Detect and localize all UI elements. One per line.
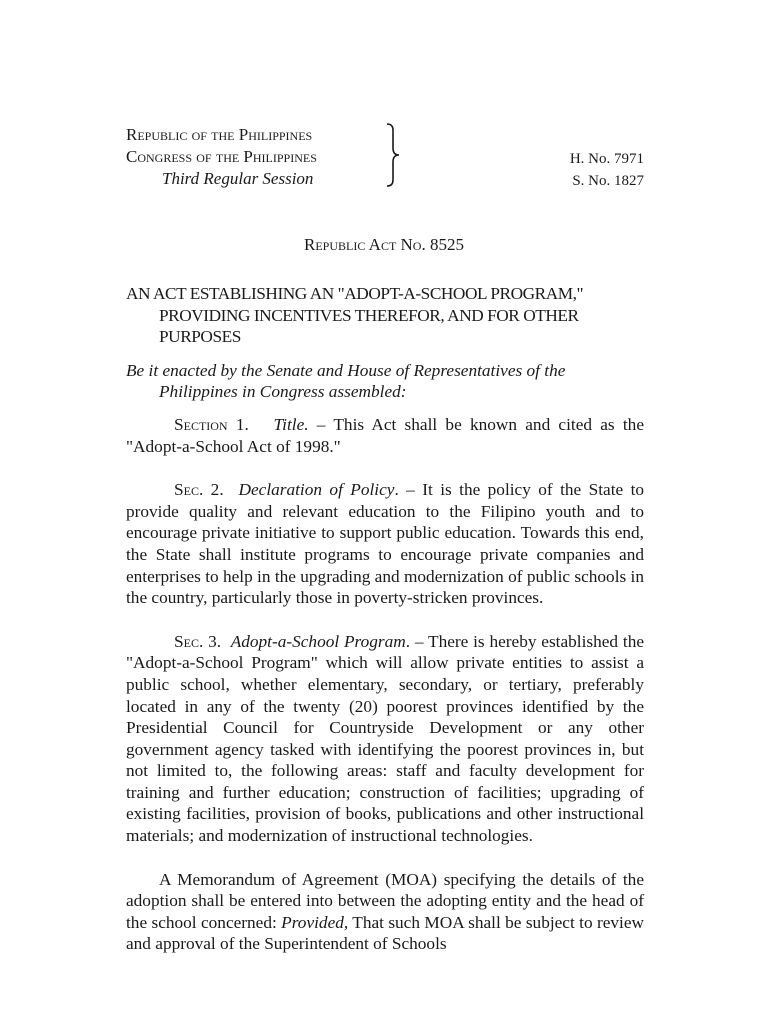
house-bill-number: H. No. 7971 <box>569 151 644 167</box>
curly-brace-icon <box>384 122 404 188</box>
section-1 <box>126 414 644 457</box>
section-2 <box>126 479 644 609</box>
moa-proviso: Provided, <box>281 912 349 932</box>
moa-text-after: That such MOA shall be subject to review and approval of the Superintendent of Schools <box>126 912 644 954</box>
section-heading: Title. <box>273 414 309 434</box>
senate-bill-number: S. No. 1827 <box>572 173 644 189</box>
section-text: . – It is the policy of the State to provide quality and relevant education to the Filipino youth and to encourage private initiative to support public education. Towards this end, the State shall institute programs to encourage private companies and enterprises to help in the upgrading and modernization of public schools in the country, particularly those in poverty-stricken provinces. <box>126 480 645 608</box>
moa-text-before: A Memorandum of Agreement (MOA) specifying the details of the adoption shall be entered into between the adopting entity and the head of the school concerned: <box>126 869 644 932</box>
section-label: Section 1. <box>174 414 249 434</box>
document-body <box>126 283 644 955</box>
act-title: AN ACT ESTABLISHING AN "ADOPT-A-SCHOOL PROGRAM," PROVIDING INCENTIVES THEREFOR, AND FOR OTHER PURPOSES <box>126 284 584 347</box>
section-heading: Adopt-a-School Program <box>230 631 406 651</box>
section-3 <box>126 631 644 847</box>
section-label: Sec. 2. <box>174 480 224 500</box>
republic-line: Republic of the Philippines <box>126 125 313 144</box>
issuing-body-block <box>126 124 317 190</box>
congress-line: Congress of the Philippines <box>126 147 317 166</box>
section-text: – This Act shall be known and cited as the "Adopt-a-School Act of 1998." <box>126 414 644 456</box>
bill-numbers <box>570 148 644 192</box>
section-text: . – There is hereby established the "Adopt-a-School Program" which will allow private entities to assist a public school, whether elementary, secondary, or tertiary, preferably located in any of the twenty (20) poorest provinces identified by the Presidential Council for Countryside Development or any other government agency tasked with identifying the poorest provinces in, but not limited to, the following areas: staff and faculty development for training and further education; construction of facilities; upgrading of existing facilities, provision of books, publications and other instructional materials; and modernization of instructional technologies. <box>126 631 645 846</box>
section-label: Sec. 3. <box>174 631 222 651</box>
enacting-clause: Be it enacted by the Senate and House of Representatives of the Philippines in Congress assembled: <box>126 360 566 402</box>
section-heading: Declaration of Policy <box>238 480 395 500</box>
republic-act-number: Republic Act No. 8525 <box>304 235 464 254</box>
session-line: Third Regular Session <box>162 169 314 188</box>
moa-paragraph <box>126 869 644 955</box>
